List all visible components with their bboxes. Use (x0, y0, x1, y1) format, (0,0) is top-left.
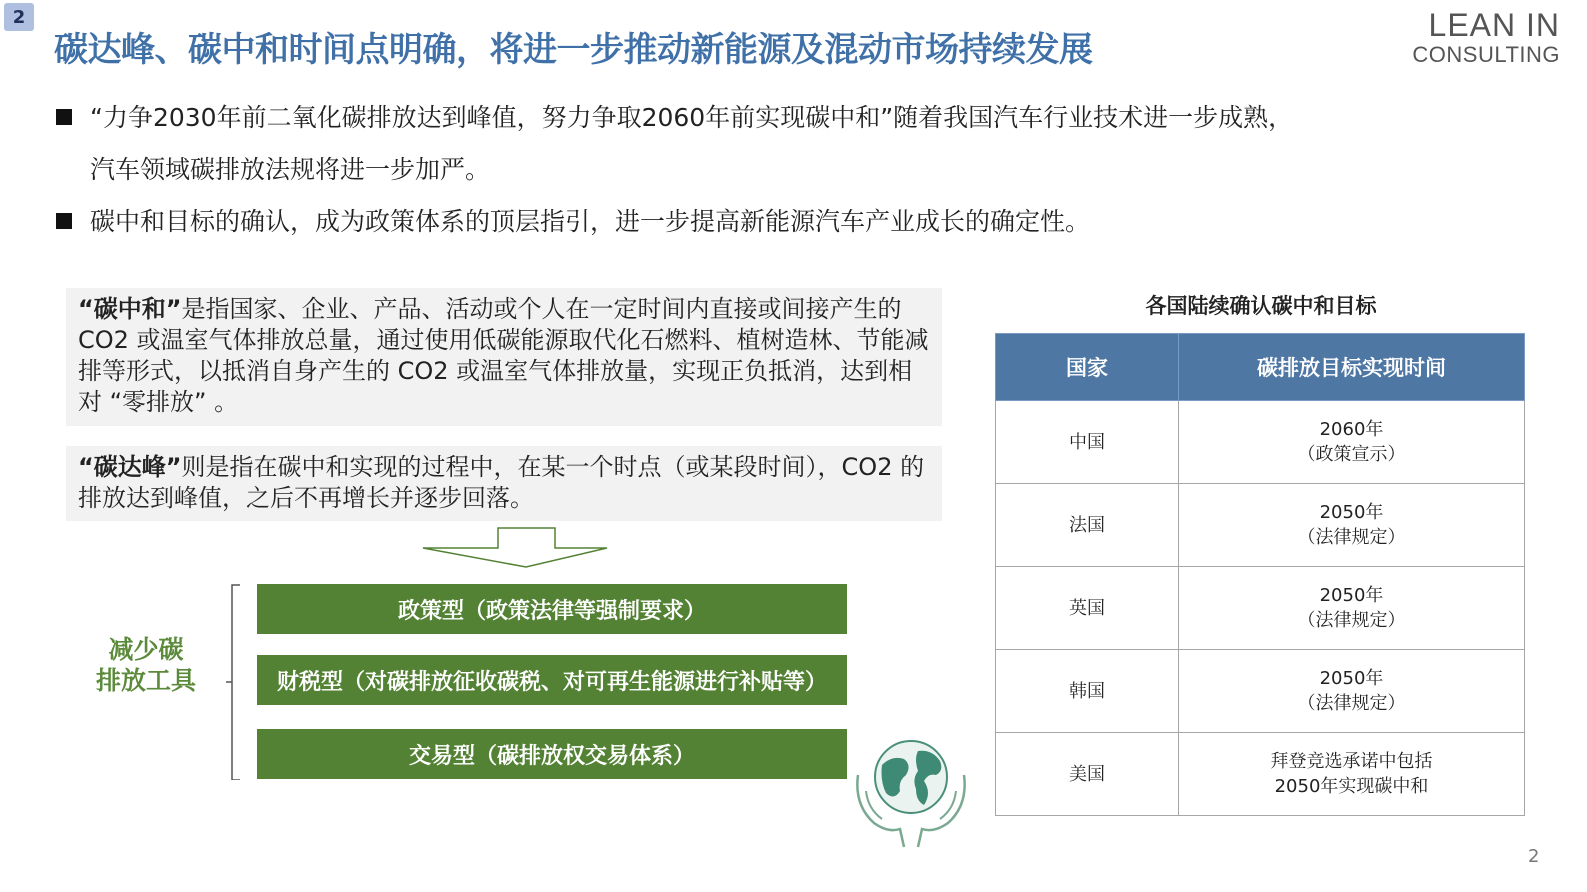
cell-target-line-2: （法律规定） (1297, 527, 1406, 548)
cell-target-line-2: 2050年实现碳中和 (1274, 776, 1429, 797)
cell-target-line-1: 2050年 (1319, 668, 1384, 689)
tool-trading: 交易型（碳排放权交易体系） (257, 729, 847, 779)
bullet-2 (56, 196, 1536, 248)
cell-target (1179, 733, 1525, 816)
cell-target-line-1: 2050年 (1319, 585, 1384, 606)
cell-target-line-1: 2060年 (1319, 419, 1384, 440)
tools-label (86, 634, 206, 696)
globe-hands-icon (852, 735, 970, 851)
cell-target (1179, 401, 1525, 484)
definition-carbon-neutrality (66, 288, 942, 426)
tools-label-line-1: 减少碳 (108, 635, 184, 664)
logo-line-2: CONSULTING (1412, 42, 1560, 68)
cell-target-line-2: （政策宣示） (1297, 444, 1406, 465)
cell-target (1179, 567, 1525, 650)
cell-country: 法国 (996, 484, 1179, 567)
cell-target (1179, 484, 1525, 567)
cell-target-line-2: （法律规定） (1297, 610, 1406, 631)
bullet-1 (56, 92, 1536, 196)
cell-target-line-2: （法律规定） (1297, 693, 1406, 714)
logo-line-1: LEAN IN (1428, 7, 1560, 43)
company-logo (1410, 8, 1560, 67)
bullet-2-text: 碳中和目标的确认，成为政策体系的顶层指引，进一步提高新能源汽车产业成长的确定性。 (90, 207, 1091, 236)
cell-target-line-1: 2050年 (1319, 502, 1384, 523)
page-badge: 2 (4, 3, 34, 31)
bullet-1-line-2: 汽车领域碳排放法规将进一步加严。 (90, 155, 491, 184)
table-header-row (996, 334, 1525, 401)
page-title: 碳达峰、碳中和时间点明确，将进一步推动新能源及混动市场持续发展 (54, 30, 1093, 70)
definition-text: 则是指在碳中和实现的过程中，在某一个时点（或某段时间），CO2 的排放达到峰值，之后不再增长并逐步回落。 (78, 453, 925, 512)
cell-country: 美国 (996, 733, 1179, 816)
definition-text: 是指国家、企业、产品、活动或个人在一定时间内直接或间接产生的 CO2 或温室气体排放总量，通过使用低碳能源取代化石燃料、植树造林、节能减排等形式，以抵消自身产生的 CO2 或温室气体排放量，实现正负抵消，达到相对 “零排放” 。 (78, 295, 929, 416)
table-row (996, 733, 1525, 816)
bullet-1-line-1: “力争2030年前二氧化碳排放达到峰值，努力争取2060年前实现碳中和”随着我国汽车行业技术进一步成熟， (90, 103, 1294, 132)
header-country: 国家 (996, 334, 1179, 401)
cell-country: 韩国 (996, 650, 1179, 733)
cell-country: 中国 (996, 401, 1179, 484)
cell-target-line-1: 拜登竞选承诺中包括 (1270, 751, 1433, 772)
cell-target (1179, 650, 1525, 733)
table-row (996, 401, 1525, 484)
definition-term: “碳中和” (78, 295, 182, 323)
header-target-time: 碳排放目标实现时间 (1179, 334, 1525, 401)
table-title: 各国陆续确认碳中和目标 (1145, 294, 1377, 318)
cell-country: 英国 (996, 567, 1179, 650)
square-bullet-icon (56, 109, 72, 125)
tools-label-line-2: 排放工具 (95, 666, 196, 695)
table-row (996, 567, 1525, 650)
square-bullet-icon (56, 213, 72, 229)
down-arrow-icon (420, 527, 610, 569)
table-row (996, 650, 1525, 733)
definition-term: “碳达峰” (78, 453, 182, 481)
table-row (996, 484, 1525, 567)
definition-carbon-peak (66, 446, 942, 521)
bracket-icon (226, 584, 242, 780)
tool-fiscal: 财税型（对碳排放征收碳税、对可再生能源进行补贴等） (257, 655, 847, 705)
page-number: 2 (1528, 846, 1540, 867)
tool-policy: 政策型（政策法律等强制要求） (257, 584, 847, 634)
country-target-table (995, 333, 1525, 816)
